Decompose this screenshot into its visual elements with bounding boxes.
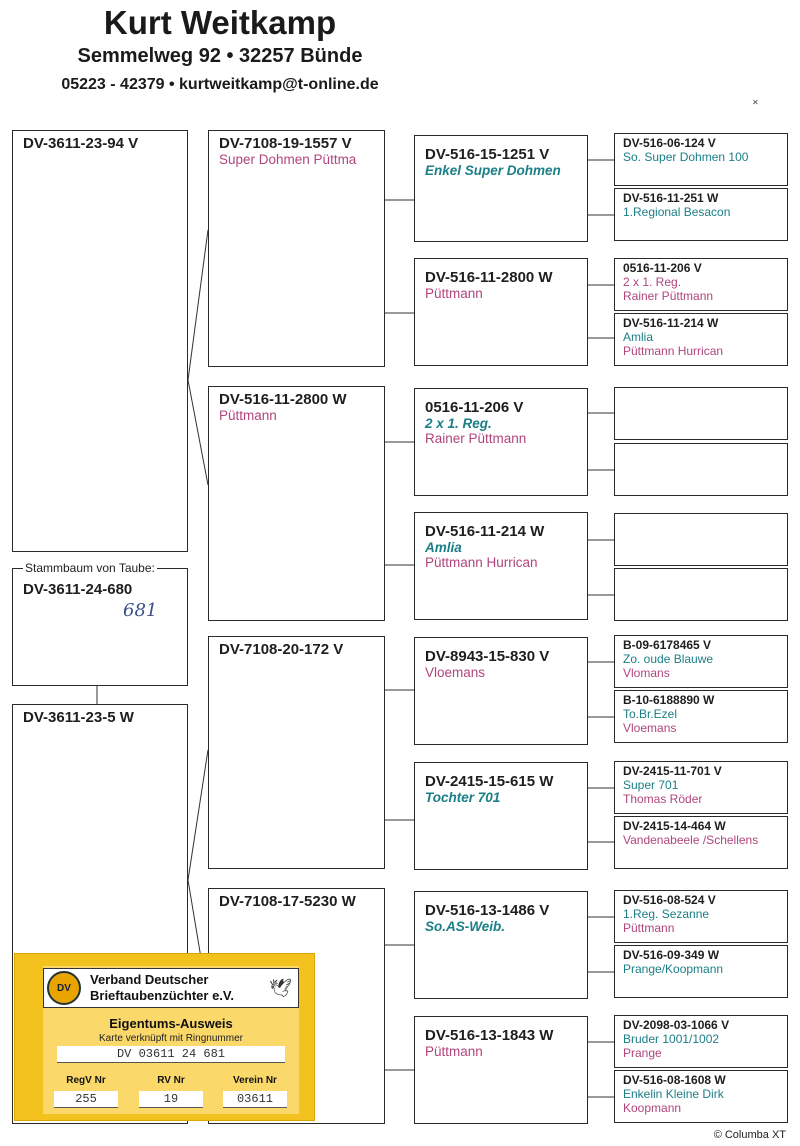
gen3-info: So.AS-Weib.: [425, 919, 506, 934]
gen3-box: [414, 1016, 588, 1124]
gen4-ring: DV-516-09-349 W: [623, 948, 720, 962]
gen2-info: Super Dohmen Püttma: [219, 152, 357, 167]
gen2-box: [208, 636, 385, 869]
gen4-ring: DV-516-08-524 V: [623, 893, 716, 907]
gen4-ring: B-09-6178465 V: [623, 638, 712, 652]
gen4-info: Rainer Püttmann: [623, 289, 714, 303]
gen3-info: Enkel Super Dohmen: [425, 163, 561, 178]
gen3-info: Tochter 701: [425, 790, 501, 805]
gen3-box: [414, 388, 588, 496]
card-title: Eigentums-Ausweis: [109, 1016, 233, 1031]
gen3-box: [414, 891, 588, 999]
ownership-card: [14, 953, 315, 1121]
gen4-info: Thomas Röder: [623, 792, 703, 806]
gen3-box: [414, 512, 588, 620]
gen3-box: [414, 637, 588, 745]
gen3-box: [414, 258, 588, 366]
gen4-box: [614, 635, 788, 688]
gen4-box-empty: [614, 568, 788, 621]
gen4-info: Püttmann Hurrican: [623, 344, 724, 358]
gen2-ring: DV-516-11-2800 W: [219, 391, 347, 408]
gen3-box: [414, 762, 588, 870]
gen3-info: Amlia: [425, 540, 462, 555]
gen4-info: Amlia: [623, 330, 654, 344]
gen4-box: [614, 945, 788, 998]
gen3-ring: DV-516-13-1486 V: [425, 902, 550, 919]
gen4-info: Püttmann: [623, 921, 675, 935]
gen4-info: So. Super Dohmen 100: [623, 150, 749, 164]
gen3-ring: DV-516-11-214 W: [425, 523, 545, 540]
gen4-info: Vandenabeele /Schellens: [623, 833, 759, 847]
gen4-box-empty: [614, 443, 788, 496]
gen4-box: [614, 258, 788, 311]
gen3-ring: DV-8943-15-830 V: [425, 648, 550, 665]
gen4-info: Bruder 1001/1002: [623, 1032, 720, 1046]
gen4-ring: B-10-6188890 W: [623, 693, 715, 707]
gen4-box: [614, 133, 788, 186]
gen3-info: Püttmann Hurrican: [425, 555, 538, 570]
gen4-info: Enkelin Kleine Dirk: [623, 1087, 724, 1101]
gen4-info: Vloemans: [623, 721, 677, 735]
gen4-info: 1.Regional Besacon: [623, 205, 731, 219]
gen4-info: Prange/Koopmann: [623, 962, 724, 976]
gen4-ring: DV-516-11-214 W: [623, 316, 719, 330]
card-col-verein: Verein Nr: [233, 1075, 277, 1086]
breeder-contact: 05223 - 42379 • kurtweitkamp@t-online.de: [61, 76, 379, 93]
gen4-ring: 0516-11-206 V: [623, 261, 702, 275]
gen4-ring: DV-2415-14-464 W: [623, 819, 726, 833]
gen3-info: Vloemans: [425, 665, 486, 680]
gen2-ring: DV-7108-19-1557 V: [219, 135, 352, 152]
card-org-name: [90, 972, 234, 1004]
card-val-rv: 19: [139, 1091, 203, 1108]
gen4-box: [614, 1070, 788, 1123]
gen2-ring: DV-7108-20-172 V: [219, 641, 344, 658]
gen3-info: Rainer Püttmann: [425, 431, 527, 446]
gen4-ring: DV-2098-03-1066 V: [623, 1018, 730, 1032]
gen3-ring: DV-516-15-1251 V: [425, 146, 550, 163]
father-box: [12, 130, 188, 552]
father-ring: DV-3611-23-94 V: [23, 135, 139, 152]
subject-box: [12, 561, 188, 686]
gen4-ring: DV-516-08-1608 W: [623, 1073, 726, 1087]
gen4-info: Vlomans: [623, 666, 670, 680]
gen4-box: [614, 890, 788, 943]
gen4-ring: DV-516-06-124 V: [623, 136, 716, 150]
card-val-regv: 255: [54, 1091, 118, 1108]
copyright: © Columba XT: [713, 1129, 786, 1141]
breeder-name: Kurt Weitkamp: [103, 4, 337, 41]
gen4-info: Prange: [623, 1046, 662, 1060]
card-col-rv: RV Nr: [157, 1075, 185, 1086]
gen3-info: Püttmann: [425, 286, 483, 301]
handwritten-note: 681: [123, 600, 158, 621]
gen2-info: Püttmann: [219, 408, 277, 423]
card-org-line2: Brieftaubenzüchter e.V.: [90, 988, 235, 1003]
gen4-info: Super 701: [623, 778, 679, 792]
registration-mark-icon: ✕: [752, 98, 759, 107]
gen3-ring: DV-516-13-1843 W: [425, 1027, 554, 1044]
gen2-ring: DV-7108-17-5230 W: [219, 893, 356, 910]
subject-ring: DV-3611-24-680: [23, 581, 133, 598]
gen3-ring: DV-2415-15-615 W: [425, 773, 554, 790]
breeder-address: Semmelweg 92 • 32257 Bünde: [77, 45, 363, 67]
gen4-box: [614, 1015, 788, 1068]
gen4-box-empty: [614, 387, 788, 440]
card-val-verein: 03611: [223, 1091, 287, 1108]
gen4-box: [614, 761, 788, 814]
gen4-info: To.Br.Ezel: [623, 707, 678, 721]
gen3-ring: DV-516-11-2800 W: [425, 269, 553, 286]
mother-ring: DV-3611-23-5 W: [23, 709, 134, 726]
gen4-box-empty: [614, 513, 788, 566]
card-org-line1: Verband Deutscher: [90, 972, 209, 987]
gen4-info: 2 x 1. Reg.: [623, 275, 682, 289]
card-subtitle: Karte verknüpft mit Ringnummer: [99, 1033, 243, 1044]
gen4-ring: DV-516-11-251 W: [623, 191, 719, 205]
gen4-box: [614, 816, 788, 869]
card-col-regv: RegV Nr: [66, 1075, 106, 1086]
pigeon-icon: 🕊: [269, 978, 292, 998]
card-logo-bar: [43, 968, 299, 1008]
gen4-box: [614, 188, 788, 241]
gen2-box: [208, 386, 385, 621]
gen4-ring: DV-2415-11-701 V: [623, 764, 722, 778]
gen3-box: [414, 135, 588, 242]
dv-logo-icon: DV: [47, 971, 81, 1005]
gen4-box: [614, 313, 788, 366]
gen4-info: Zo. oude Blauwe: [623, 652, 714, 666]
subject-caption: Stammbaum von Taube:: [25, 561, 155, 575]
gen4-info: 1.Reg. Sezanne: [623, 907, 710, 921]
gen3-info: 2 x 1. Reg.: [425, 416, 492, 431]
gen4-box: [614, 690, 788, 743]
gen3-info: Püttmann: [425, 1044, 483, 1059]
gen3-ring: 0516-11-206 V: [425, 399, 524, 416]
gen4-info: Koopmann: [623, 1101, 682, 1115]
card-ring-number: DV 03611 24 681: [57, 1046, 285, 1063]
gen2-box: [208, 130, 385, 367]
